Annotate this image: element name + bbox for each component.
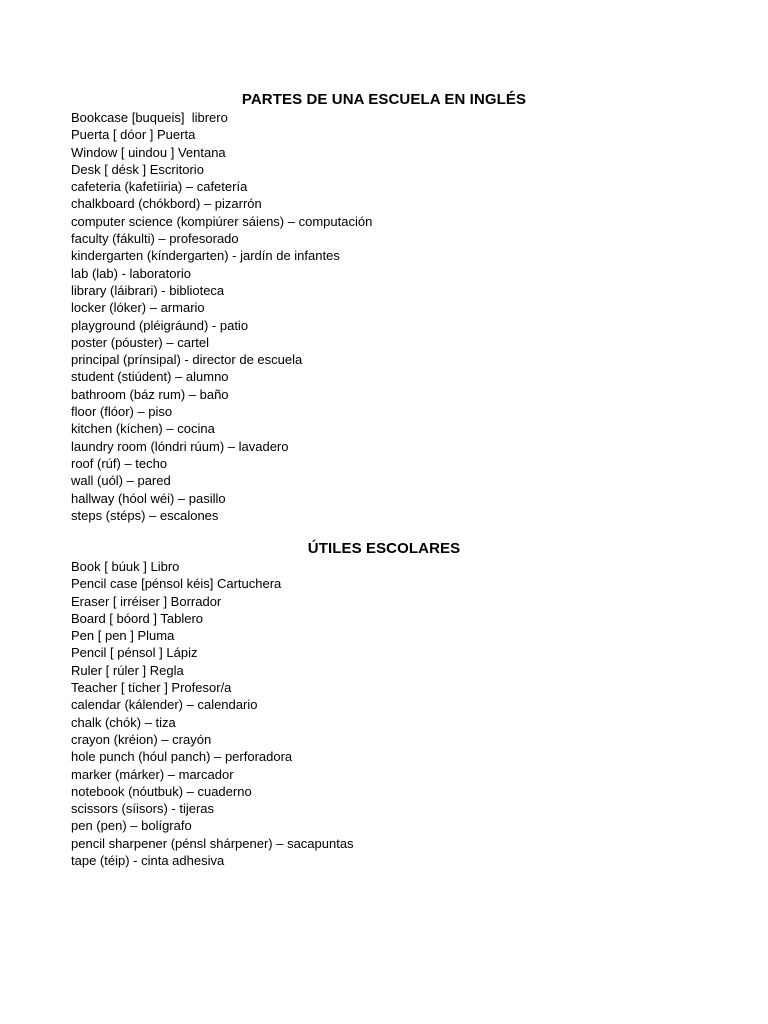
list-item: Book [ búuk ] Libro	[71, 559, 180, 574]
list-item: bathroom (báz rum) – baño	[71, 386, 229, 402]
list-item: tape (téip) - cinta adhesiva	[71, 853, 225, 869]
list-item: crayon (kréion) – crayón	[71, 731, 212, 747]
list-item: kindergarten (kíndergarten) - jardín de infantes	[71, 248, 340, 264]
list-item: laundry room (lóndri rúum) – lavadero	[71, 438, 289, 454]
list-item: Bookcase [buqueis] librero	[71, 110, 228, 125]
list-item: Teacher [ tícher ] Profesor/a	[71, 680, 232, 696]
list-item: Pen [ pen ] Pluma	[71, 628, 175, 644]
list-item: calendar (kálender) – calendario	[71, 697, 258, 713]
list-item: Pencil case [pénsol kéis] Cartuchera	[71, 576, 282, 592]
list-item: wall (uól) – pared	[71, 473, 171, 489]
list-item: Board [ bóord ] Tablero	[71, 610, 204, 626]
section-title-school-supplies: ÚTILES ESCOLARES	[307, 540, 461, 557]
list-item: cafeteria (kafetíiria) – cafetería	[71, 179, 248, 195]
list-item: Desk [ désk ] Escritorio	[71, 161, 204, 177]
list-item: poster (póuster) – cartel	[71, 334, 210, 350]
list-item: steps (stéps) – escalones	[71, 507, 219, 523]
list-item: playground (pléigráund) - patio	[71, 317, 249, 333]
list-item: hallway (hóol wéi) – pasillo	[71, 490, 226, 506]
list-item: kitchen (kíchen) – cocina	[71, 421, 215, 437]
list-item: lab (lab) - laboratorio	[71, 265, 191, 281]
list-item: library (láibrari) - biblioteca	[71, 282, 225, 298]
list-item: pencil sharpener (pénsl shárpener) – sacapuntas	[71, 835, 354, 851]
school-supplies-list	[71, 558, 354, 869]
list-item: principal (prínsipal) - director de escuela	[71, 352, 303, 368]
list-item: pen (pen) – bolígrafo	[71, 818, 192, 834]
list-item: scissors (síisors) - tijeras	[71, 801, 215, 817]
list-item: locker (lóker) – armario	[71, 300, 205, 316]
list-item: hole punch (hóul panch) – perforadora	[71, 749, 293, 765]
list-item: chalkboard (chókbord) – pizarrón	[71, 196, 262, 212]
list-item: chalk (chók) – tiza	[71, 714, 176, 730]
list-item: notebook (nóutbuk) – cuaderno	[71, 783, 252, 799]
section-title-school-parts: PARTES DE UNA ESCUELA EN INGLÉS	[241, 91, 527, 108]
list-item: Puerta [ dóor ] Puerta	[71, 127, 196, 143]
list-item: Pencil [ pénsol ] Lápiz	[71, 645, 198, 661]
list-item: marker (márker) – marcador	[71, 766, 234, 782]
school-parts-list	[71, 109, 372, 524]
list-item: roof (rúf) – techo	[71, 455, 168, 471]
list-item: Ruler [ rúler ] Regla	[71, 662, 184, 678]
list-item: student (stiúdent) – alumno	[71, 369, 229, 385]
list-item: floor (flóor) – piso	[71, 404, 173, 420]
list-item: Window [ uindou ] Ventana	[71, 144, 226, 160]
list-item: Eraser [ irréiser ] Borrador	[71, 593, 222, 609]
list-item: faculty (fákulti) – profesorado	[71, 231, 239, 247]
list-item: computer science (kompiúrer sáiens) – computación	[71, 213, 373, 229]
